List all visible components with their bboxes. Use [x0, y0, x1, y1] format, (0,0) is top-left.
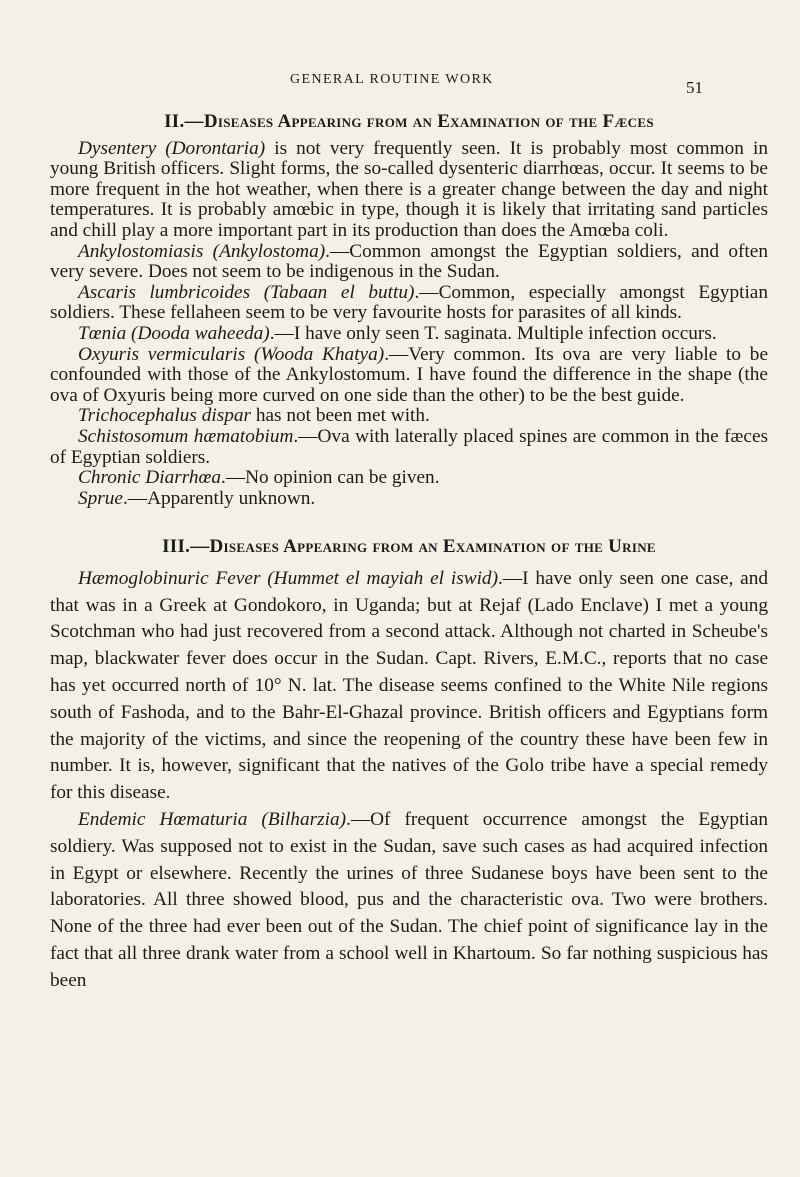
- body-text: [50, 112, 768, 995]
- entry-text: .—Common amongst the Egyptian soldiers, and often very severe. Does not seem to be indigenous in the Sudan.: [50, 240, 768, 283]
- entry-text: .—Common, especially amongst Egyptian soldiers. These fellaheen seem to be very favourite hosts for parasites of all kinds.: [50, 281, 768, 324]
- section-heading-urine: III.—Diseases Appearing from an Examination of the Urine: [162, 536, 656, 558]
- section-faeces: [50, 112, 768, 509]
- entry-text: .—I have only seen T. saginata. Multiple infection occurs.: [269, 322, 717, 344]
- entry-term: Ascaris lumbricoides (Tabaan el buttu): [78, 281, 415, 303]
- entry-text: .—Apparently unknown.: [122, 487, 316, 509]
- section-urine: [50, 537, 768, 994]
- entry-schistosomum: [50, 427, 768, 468]
- entry-term: Chronic Diarrhœa: [78, 467, 222, 489]
- entry-term: Trichocephalus dispar: [78, 405, 252, 427]
- entry-term: Tœnia (Dooda waheeda): [78, 322, 270, 344]
- entry-term: Sprue: [78, 487, 123, 509]
- entry-term: Schistosomum hæmatobium: [78, 425, 294, 447]
- entry-trichocephalus: [50, 406, 768, 427]
- entry-chronic-diarrhoea: [50, 468, 768, 489]
- entry-text: .—I have only seen one case, and that was in a Greek at Gondokoro, in Uganda; but at Rejaf (Lado Enclave) I met a young Scotchman who had just recovered from a second attack. Although not charted in Scheube's map, blackwater fever does occur in the Sudan. Capt. Rivers, E.M.C., reports that no case has yet occurred north of 10° N. lat. The disease seems confined to the White Nile regions south of Fashoda, and to the Bahr-El-Ghazal province. British officers and Egyptians form the majority of the victims, and since the reopening of the country these have been few in number. It is, however, significant that the natives of the Golo tribe have a special remedy for this disease.: [50, 567, 769, 804]
- section-heading-faeces: II.—Diseases Appearing from an Examination of the Fæces: [164, 111, 654, 132]
- entry-text: .—Of frequent occurrence amongst the Egyptian soldiery. Was supposed not to exist in the Sudan, save such cases as had acquired infection in Egypt or elsewhere. Recently the urines of three Sudanese boys have been sent to the laboratories. All three showed blood, pus and the characteristic ova. Two were brothers. None of the three had ever been out of the Sudan. The chief point of significance lay in the fact that all three drank water from a school well in Khartoum. So far nothing suspicious has been: [50, 809, 768, 991]
- entry-term: Endemic Hœmaturia (Bilharzia): [78, 809, 347, 831]
- entry-text: .—No opinion can be given.: [221, 467, 440, 489]
- entry-term: Dysentery (Dorontaria): [78, 137, 266, 159]
- entry-dysentery: [50, 139, 768, 242]
- running-head: [0, 72, 800, 97]
- entry-ankylostomiasis: [50, 242, 768, 283]
- entry-term: Oxyuris vermicularis (Wooda Khatya): [78, 343, 385, 365]
- entry-text: is not very frequently seen. It is probably most common in young British officers. Slight forms, the so-called dysenteric diarrhœas, occur. It seems to be more frequent in the hot weather, when there is a greater change between the day and night temperatures. It is probably amœbic in type, though it is likely that irritating sand particles and chill play a more important part in its production than does the Amœba coli.: [50, 137, 768, 241]
- entry-taenia: [50, 324, 768, 345]
- entry-term: Hæmoglobinuric Fever (Hummet el mayiah el iswid): [78, 567, 498, 589]
- entry-text: has not been met with.: [251, 405, 430, 427]
- entry-haemoglobinuric-fever: [50, 566, 768, 807]
- entry-sprue: [50, 489, 768, 510]
- entry-term: Ankylostomiasis (Ankylostoma): [78, 240, 326, 262]
- running-title: GENERAL ROUTINE WORK: [290, 72, 494, 87]
- entry-text: .—Very common. Its ova are very liable to be confounded with those of the Ankylostomum. I have found the difference in the shape (the ova of Oxyuris being more curved on one side than the other) to be the best guide.: [50, 343, 769, 406]
- entry-endemic-haematuria: [50, 807, 768, 995]
- entry-text: .—Ova with laterally placed spines are common in the fæces of Egyptian soldiers.: [50, 425, 769, 468]
- entry-oxyuris: [50, 345, 768, 407]
- page-number: 51: [686, 78, 703, 97]
- entry-ascaris: [50, 283, 768, 324]
